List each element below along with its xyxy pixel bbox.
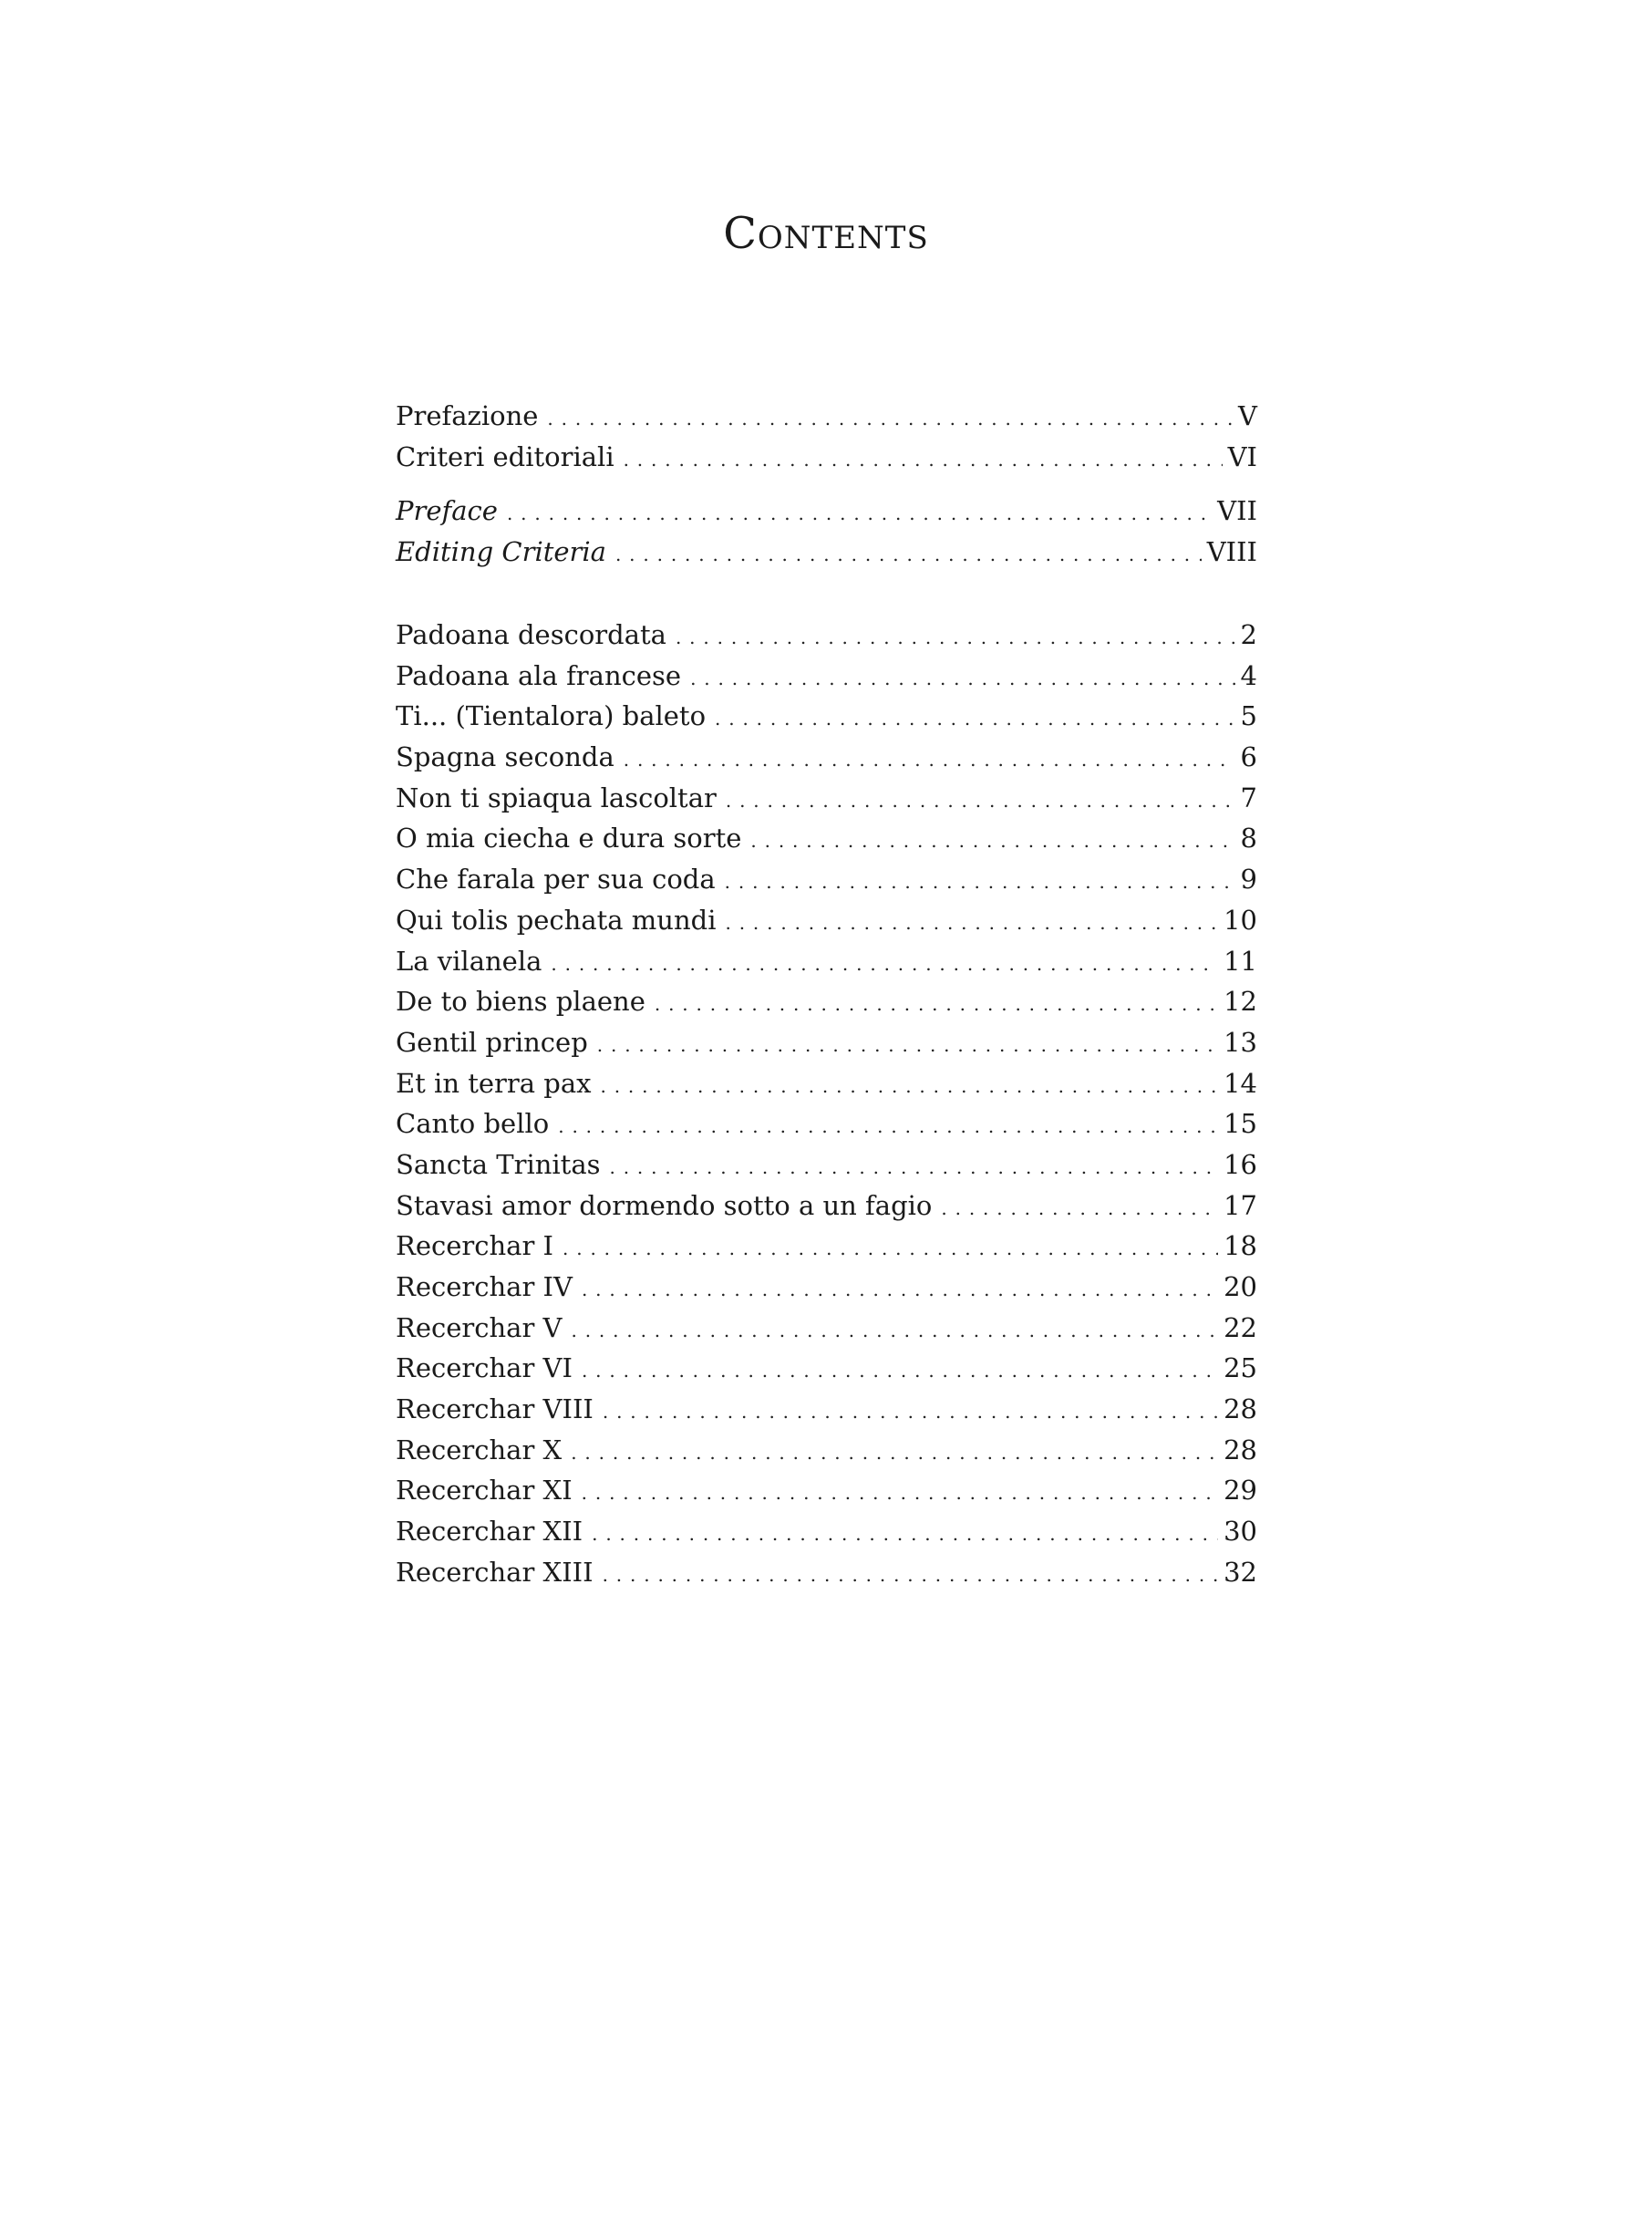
toc-entry-page-number: 7 [1240, 782, 1257, 813]
dot-leader [624, 737, 1235, 781]
toc-entry-page-number: 28 [1224, 1434, 1257, 1465]
toc-entry[interactable] [396, 1348, 1257, 1389]
dot-leader [571, 1430, 1218, 1474]
dot-leader [726, 778, 1235, 822]
toc-entry-page-number: 30 [1224, 1516, 1257, 1548]
toc-entry-title: Recerchar X [396, 1434, 563, 1465]
dot-leader [725, 859, 1235, 903]
toc-entry-title: Recerchar XI [396, 1475, 573, 1506]
toc-entry[interactable] [396, 437, 1257, 478]
dot-leader [603, 1552, 1219, 1596]
toc-entry-page-number: 6 [1240, 741, 1257, 773]
toc-entry[interactable] [396, 1511, 1257, 1552]
toc-entry-title: Sancta Trinitas [396, 1148, 601, 1180]
dot-leader [547, 396, 1233, 440]
toc-entry-title: Spagna seconda [396, 741, 614, 773]
toc-entry-title: Ti... (Tientalora) baleto [396, 700, 707, 732]
dot-leader [582, 1348, 1218, 1392]
toc-entry[interactable] [396, 396, 1257, 437]
toc-entry[interactable] [396, 1185, 1257, 1227]
toc-entry[interactable] [396, 1022, 1257, 1063]
toc-entry-page-number: 20 [1224, 1271, 1257, 1302]
toc-entry-page-number: 32 [1224, 1556, 1257, 1588]
toc-entry-title: Canto bello [396, 1108, 550, 1140]
toc-entry-page-number: 10 [1224, 904, 1257, 936]
page-title: Contents [723, 208, 929, 259]
dot-leader [592, 1511, 1218, 1555]
toc-entry-title: Recerchar XIII [396, 1556, 594, 1588]
dot-leader [690, 656, 1234, 699]
toc-entry[interactable] [396, 696, 1257, 737]
dot-leader [582, 1470, 1218, 1514]
dot-leader [726, 900, 1219, 944]
toc-entry-page-number: 29 [1224, 1475, 1257, 1506]
dot-leader [715, 696, 1235, 740]
toc-entry-title: Stavasi amor dormendo sotto a un fagio [396, 1189, 933, 1221]
toc-entry-title: Recerchar VIII [396, 1393, 594, 1425]
toc-entry[interactable] [396, 1430, 1257, 1471]
toc-entry-page-number: 9 [1240, 864, 1257, 896]
toc-entry[interactable] [396, 1267, 1257, 1308]
toc-entry-page-number: 16 [1224, 1148, 1257, 1180]
toc-entry-title: Recerchar V [396, 1311, 563, 1343]
toc-entry-title: Et in terra pax [396, 1067, 592, 1099]
toc-entry-page-number: 5 [1240, 700, 1257, 732]
dot-leader [610, 1144, 1219, 1188]
toc-entry-title: Recerchar IV [396, 1271, 573, 1302]
toc-entry-page-number: 4 [1240, 659, 1257, 691]
toc-entry-title: Padoana ala francese [396, 659, 682, 691]
dot-leader [941, 1185, 1218, 1229]
toc-entry-page-number: 8 [1240, 823, 1257, 854]
toc-entry-page-number: VII [1217, 495, 1257, 526]
dot-leader [624, 437, 1223, 481]
toc-entry-title: Che farala per sua coda [396, 864, 716, 896]
dot-leader [597, 1022, 1218, 1066]
toc-entry-title: Recerchar XII [396, 1516, 583, 1548]
dot-leader [507, 491, 1212, 534]
toc-entry[interactable] [396, 1552, 1257, 1593]
toc-entry-page-number: 25 [1224, 1352, 1257, 1384]
dot-leader [551, 941, 1218, 985]
toc-entry[interactable] [396, 491, 1257, 532]
toc-entry-page-number: 18 [1224, 1230, 1257, 1262]
toc-entry-page-number: 17 [1224, 1189, 1257, 1221]
toc-entry-title: Qui tolis pechata mundi [396, 904, 717, 936]
toc-entry-title: Non ti spiaqua lascoltar [396, 782, 717, 813]
toc-entry[interactable] [396, 1308, 1257, 1349]
toc-entry-title: Recerchar I [396, 1230, 554, 1262]
toc-entry[interactable] [396, 818, 1257, 859]
dot-leader [615, 532, 1202, 575]
toc-entry-title: Editing Criteria [396, 535, 606, 567]
dot-leader [603, 1389, 1218, 1433]
toc-entry[interactable] [396, 1144, 1257, 1185]
toc-entry[interactable] [396, 615, 1257, 656]
dot-leader [655, 981, 1218, 1025]
dot-leader [582, 1267, 1218, 1310]
toc-entry[interactable] [396, 1389, 1257, 1430]
toc-entry[interactable] [396, 1470, 1257, 1511]
dot-leader [572, 1308, 1219, 1351]
toc-entry-title: Recerchar VI [396, 1352, 573, 1384]
toc-entry[interactable] [396, 1103, 1257, 1144]
toc-entry-page-number: 13 [1224, 1026, 1257, 1058]
toc-entry[interactable] [396, 1063, 1257, 1104]
dot-leader [750, 818, 1234, 862]
toc-entry-title: Prefazione [396, 400, 539, 431]
dot-leader [558, 1103, 1218, 1147]
toc-entry-page-number: VI [1227, 440, 1257, 472]
toc-entry[interactable] [396, 900, 1257, 941]
toc-entry[interactable] [396, 941, 1257, 982]
toc-entry-page-number: V [1238, 400, 1257, 431]
toc-group-pieces [396, 615, 1257, 1593]
toc-entry-title: Preface [396, 495, 498, 526]
toc-entry-page-number: VIII [1206, 535, 1257, 567]
toc-group-front-matter [396, 396, 1257, 477]
toc-entry-title: La vilanela [396, 945, 542, 977]
toc-entry-page-number: 22 [1224, 1311, 1257, 1343]
toc-entry[interactable] [396, 737, 1257, 778]
toc-entry-title: Criteri editoriali [396, 440, 614, 472]
dot-leader [676, 615, 1235, 658]
toc-entry[interactable] [396, 981, 1257, 1022]
toc-entry[interactable] [396, 532, 1257, 573]
dot-leader [563, 1226, 1218, 1269]
dot-leader [600, 1063, 1218, 1107]
toc-entry-page-number: 15 [1224, 1108, 1257, 1140]
toc-entry-page-number: 11 [1224, 945, 1257, 977]
toc-entry-title: Padoana descordata [396, 619, 666, 650]
toc-entry[interactable] [396, 656, 1257, 697]
toc-entry-title: Gentil princep [396, 1026, 588, 1058]
toc-entry-title: O mia ciecha e dura sorte [396, 823, 742, 854]
toc-entry-page-number: 14 [1224, 1067, 1257, 1099]
toc-entry-page-number: 28 [1224, 1393, 1257, 1425]
toc-entry[interactable] [396, 859, 1257, 900]
toc-entry-page-number: 12 [1224, 986, 1257, 1018]
toc-group-english-matter [396, 491, 1257, 572]
toc-entry[interactable] [396, 1226, 1257, 1267]
toc-entry-title: De to biens plaene [396, 986, 645, 1018]
toc-entry[interactable] [396, 778, 1257, 819]
toc-entry-page-number: 2 [1240, 619, 1257, 650]
